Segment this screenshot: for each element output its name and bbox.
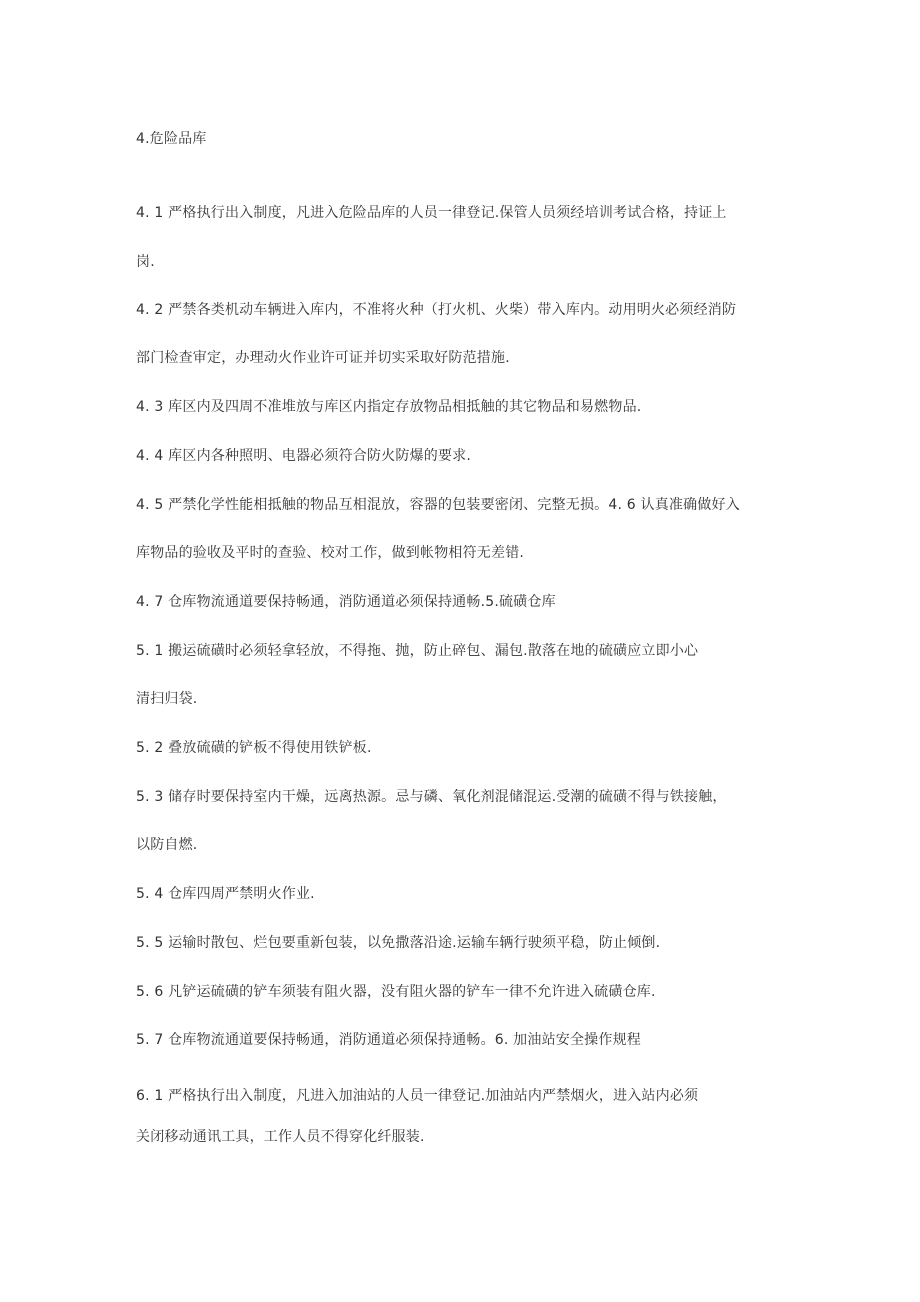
paragraph-line: 5. 7 仓库物流通道要保持畅通，消防通道必须保持通畅。6. 加油站安全操作规程 bbox=[136, 1032, 641, 1048]
paragraph-line: 清扫归袋. bbox=[136, 691, 198, 707]
paragraph-line: 4. 7 仓库物流通道要保持畅通，消防通道必须保持通畅.5.硫磺仓库 bbox=[136, 594, 556, 610]
paragraph-line: 4. 5 严禁化学性能相抵触的物品互相混放，容器的包装要密闭、完整无损。4. 6 认真准确做好入 bbox=[136, 497, 740, 513]
paragraph-line: 以防自燃. bbox=[136, 837, 198, 853]
paragraph-line: 5. 4 仓库四周严禁明火作业. bbox=[136, 886, 315, 902]
paragraph-line: 4. 4 库区内各种照明、电器必须符合防火防爆的要求. bbox=[136, 448, 472, 464]
section-heading-4: 4.危险品库 bbox=[136, 131, 207, 147]
paragraph-line: 5. 3 储存时要保持室内干燥，远离热源。忌与磷、氧化剂混储混运.受潮的硫磺不得与铁接触， bbox=[136, 789, 727, 805]
paragraph-line: 5. 6 凡铲运硫磺的铲车须装有阻火器，没有阻火器的铲车一律不允许进入硫磺仓库. bbox=[136, 984, 656, 1000]
paragraph-line: 4. 3 库区内及四周不准堆放与库区内指定存放物品相抵触的其它物品和易燃物品. bbox=[136, 399, 642, 415]
paragraph-line: 6. 1 严格执行出入制度，凡进入加油站的人员一律登记.加油站内严禁烟火，进入站内必须 bbox=[136, 1088, 699, 1104]
paragraph-line: 4. 1 严格执行出入制度，凡进入危险品库的人员一律登记.保管人员须经培训考试合格，持证上 bbox=[136, 205, 727, 221]
paragraph-line: 部门检查审定，办理动火作业许可证并切实采取好防范措施. bbox=[136, 350, 510, 366]
paragraph-line: 库物品的验收及平时的查验、校对工作，做到帐物相符无差错. bbox=[136, 545, 525, 561]
paragraph-line: 5. 1 搬运硫磺时必须轻拿轻放，不得拖、抛，防止碎包、漏包.散落在地的硫磺应立即小心 bbox=[136, 643, 699, 659]
paragraph-line: 5. 5 运输时散包、烂包要重新包装，以免撒落沿途.运输车辆行驶须平稳，防止倾倒. bbox=[136, 935, 661, 951]
paragraph-line: 4. 2 严禁各类机动车辆进入库内，不准将火种（打火机、火柴）带入库内。动用明火必须经消防 bbox=[136, 302, 737, 318]
paragraph-line: 关闭移动通讯工具，工作人员不得穿化纤服装. bbox=[136, 1129, 425, 1145]
paragraph-line: 5. 2 叠放硫磺的铲板不得使用铁铲板. bbox=[136, 740, 372, 756]
paragraph-line: 岗. bbox=[136, 254, 155, 270]
